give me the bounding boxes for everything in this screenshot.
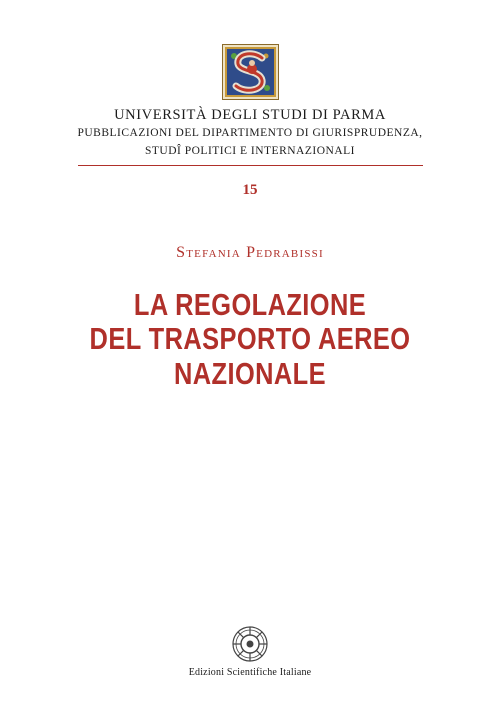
publisher-name: Edizioni Scientifiche Italiane bbox=[188, 667, 312, 678]
university-name: UNIVERSITÀ DEGLI STUDI DI PARMA bbox=[114, 107, 386, 123]
series-name-line-2: STUDÎ POLITICI E INTERNAZIONALI bbox=[144, 145, 355, 157]
author-name: Stefania Pedrabissi bbox=[176, 244, 324, 261]
book-title-line-2: DEL TRASPORTO AEREO bbox=[89, 321, 411, 356]
series-number: 15 bbox=[242, 182, 258, 198]
book-title-line-3: NAZIONALE bbox=[174, 356, 326, 391]
illuminated-letter-s-icon bbox=[222, 44, 279, 100]
book-title-line-1: LA REGOLAZIONE bbox=[133, 287, 367, 322]
publisher-seal-icon bbox=[232, 626, 268, 662]
divider-rule bbox=[78, 165, 423, 166]
series-name-line-1: PUBBLICAZIONI DEL DIPARTIMENTO DI GIURISPRUDENZA, bbox=[77, 127, 423, 139]
